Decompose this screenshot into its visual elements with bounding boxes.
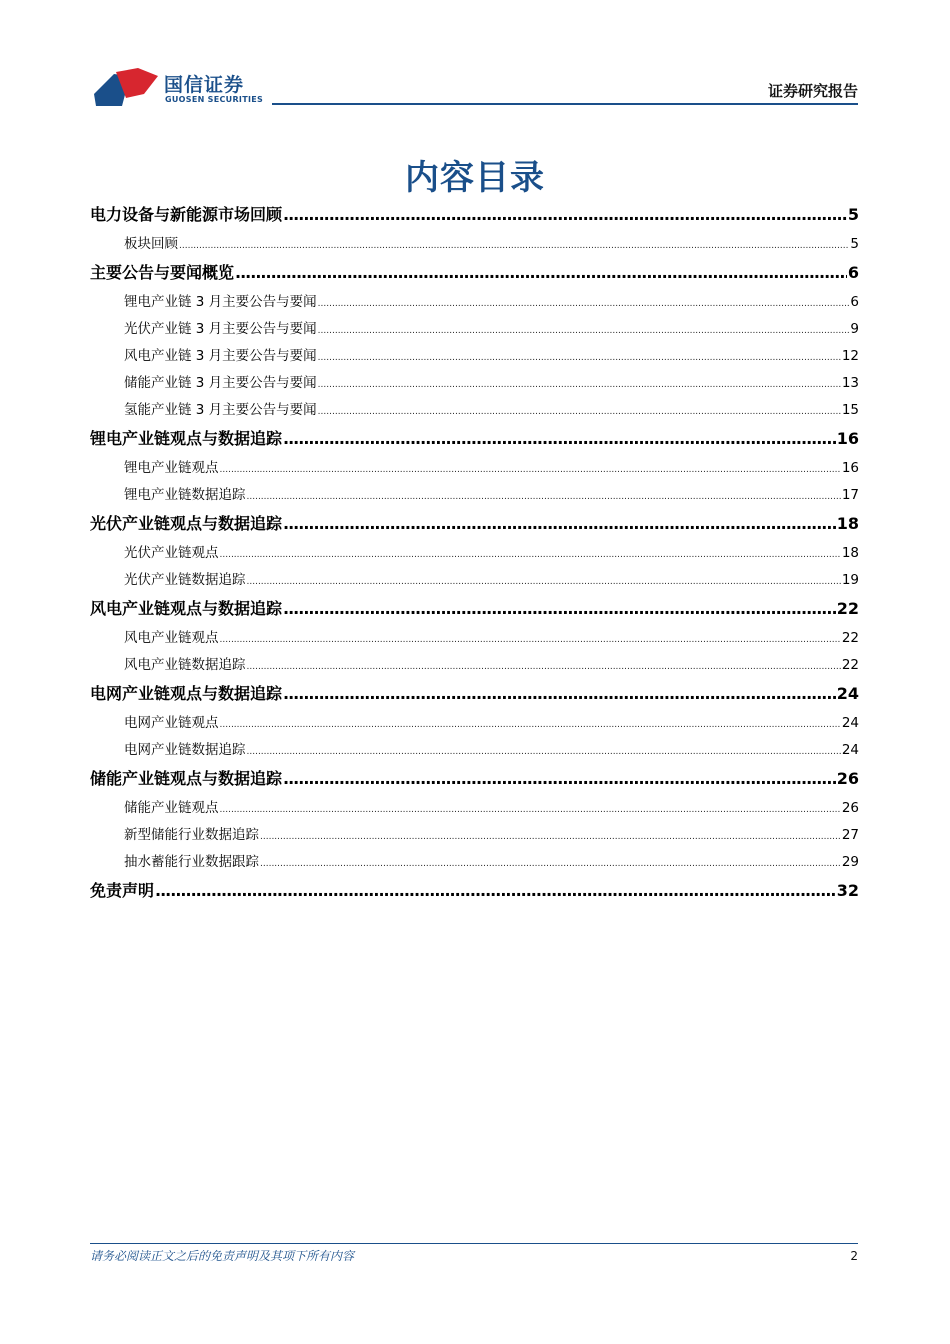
toc-leader-dots xyxy=(179,241,849,251)
toc-entry-page: 17 xyxy=(841,487,859,503)
toc-entry-page: 22 xyxy=(841,657,859,673)
company-logo xyxy=(92,66,262,110)
toc-entry-page: 18 xyxy=(841,545,859,561)
toc-leader-dots xyxy=(260,859,841,869)
toc-entry-label: 电网产业链观点 xyxy=(124,715,219,731)
toc-entry-label: 免责声明 xyxy=(90,881,155,900)
toc-entry-page: 9 xyxy=(850,321,859,337)
toc-section-entry[interactable] xyxy=(90,198,859,229)
toc-entry-label: 电网产业链观点与数据追踪 xyxy=(90,684,283,703)
toc-entry-label: 储能产业链观点 xyxy=(124,800,219,816)
toc-entry-page: 13 xyxy=(841,375,859,391)
toc-entry-page: 18 xyxy=(836,514,859,533)
toc-subsection-entry[interactable] xyxy=(90,735,859,762)
page-number: 2 xyxy=(850,1249,858,1263)
toc-leader-dots xyxy=(220,550,841,560)
toc-leader-dots xyxy=(247,662,841,672)
toc-section-entry[interactable] xyxy=(90,507,859,538)
toc-leader-dots xyxy=(283,205,847,224)
toc-section-entry[interactable] xyxy=(90,677,859,708)
toc-entry-page: 24 xyxy=(841,715,859,731)
toc-section-entry[interactable] xyxy=(90,422,859,453)
toc-leader-dots xyxy=(220,805,841,815)
toc-entry-page: 22 xyxy=(841,630,859,646)
toc-subsection-entry[interactable] xyxy=(90,229,859,256)
toc-leader-dots xyxy=(247,747,841,757)
toc-subsection-entry[interactable] xyxy=(90,341,859,368)
toc-entry-label: 储能产业链 3 月主要公告与要闻 xyxy=(124,375,317,391)
toc-entry-page: 5 xyxy=(847,205,859,224)
toc-leader-dots xyxy=(235,263,847,282)
toc-entry-label: 风电产业链观点 xyxy=(124,630,219,646)
toc-entry-page: 16 xyxy=(836,429,859,448)
toc-leader-dots xyxy=(283,684,836,703)
toc-entry-page: 12 xyxy=(841,348,859,364)
toc-entry-label: 光伏产业链数据追踪 xyxy=(124,572,246,588)
toc-leader-dots xyxy=(260,832,841,842)
toc-entry-label: 电力设备与新能源市场回顾 xyxy=(90,205,283,224)
toc-entry-page: 5 xyxy=(850,236,859,252)
toc-subsection-entry[interactable] xyxy=(90,623,859,650)
toc-leader-dots xyxy=(220,720,841,730)
toc-entry-page: 24 xyxy=(836,684,859,703)
report-type-label: 证券研究报告 xyxy=(767,82,858,100)
table-of-contents xyxy=(90,198,859,905)
toc-subsection-entry[interactable] xyxy=(90,847,859,874)
toc-entry-label: 光伏产业链观点 xyxy=(124,545,219,561)
toc-leader-dots xyxy=(247,492,841,502)
toc-leader-dots xyxy=(318,299,850,309)
toc-entry-label: 板块回顾 xyxy=(124,236,178,252)
toc-entry-page: 22 xyxy=(836,599,859,618)
toc-leader-dots xyxy=(283,599,836,618)
toc-leader-dots xyxy=(283,769,836,788)
toc-entry-page: 29 xyxy=(841,854,859,870)
toc-subsection-entry[interactable] xyxy=(90,820,859,847)
toc-subsection-entry[interactable] xyxy=(90,368,859,395)
toc-leader-dots xyxy=(247,577,841,587)
toc-entry-label: 锂电产业链观点 xyxy=(124,460,219,476)
toc-leader-dots xyxy=(283,514,836,533)
toc-entry-page: 32 xyxy=(836,881,859,900)
toc-subsection-entry[interactable] xyxy=(90,538,859,565)
toc-leader-dots xyxy=(318,353,841,363)
toc-subsection-entry[interactable] xyxy=(90,708,859,735)
toc-entry-page: 16 xyxy=(841,460,859,476)
toc-leader-dots xyxy=(283,429,836,448)
toc-section-entry[interactable] xyxy=(90,874,859,905)
toc-entry-label: 新型储能行业数据追踪 xyxy=(124,827,259,843)
toc-leader-dots xyxy=(318,326,850,336)
toc-subsection-entry[interactable] xyxy=(90,395,859,422)
toc-entry-page: 19 xyxy=(841,572,859,588)
toc-subsection-entry[interactable] xyxy=(90,565,859,592)
toc-entry-label: 风电产业链数据追踪 xyxy=(124,657,246,673)
toc-subsection-entry[interactable] xyxy=(90,287,859,314)
guosen-logo-icon xyxy=(92,66,158,110)
toc-leader-dots xyxy=(155,881,836,900)
toc-subsection-entry[interactable] xyxy=(90,314,859,341)
toc-subsection-entry[interactable] xyxy=(90,650,859,677)
toc-leader-dots xyxy=(318,380,841,390)
footer-disclaimer: 请务必阅读正文之后的免责声明及其项下所有内容 xyxy=(90,1249,355,1263)
toc-section-entry[interactable] xyxy=(90,762,859,793)
toc-entry-page: 24 xyxy=(841,742,859,758)
footer-divider xyxy=(90,1243,858,1244)
toc-subsection-entry[interactable] xyxy=(90,480,859,507)
toc-entry-page: 15 xyxy=(841,402,859,418)
toc-subsection-entry[interactable] xyxy=(90,793,859,820)
toc-entry-label: 抽水蓄能行业数据跟踪 xyxy=(124,854,259,870)
toc-entry-page: 26 xyxy=(841,800,859,816)
toc-entry-label: 锂电产业链 3 月主要公告与要闻 xyxy=(124,294,317,310)
toc-section-entry[interactable] xyxy=(90,592,859,623)
logo-english-name: GUOSEN SECURITIES xyxy=(165,95,264,104)
toc-entry-label: 锂电产业链数据追踪 xyxy=(124,487,246,503)
toc-entry-page: 6 xyxy=(847,263,859,282)
toc-entry-label: 主要公告与要闻概览 xyxy=(90,263,235,282)
toc-entry-label: 氢能产业链 3 月主要公告与要闻 xyxy=(124,402,317,418)
toc-entry-label: 光伏产业链 3 月主要公告与要闻 xyxy=(124,321,317,337)
toc-leader-dots xyxy=(220,465,841,475)
toc-entry-page: 26 xyxy=(836,769,859,788)
header-divider xyxy=(272,103,858,105)
toc-entry-label: 光伏产业链观点与数据追踪 xyxy=(90,514,283,533)
toc-section-entry[interactable] xyxy=(90,256,859,287)
toc-entry-label: 风电产业链 3 月主要公告与要闻 xyxy=(124,348,317,364)
toc-leader-dots xyxy=(220,635,841,645)
toc-entry-label: 储能产业链观点与数据追踪 xyxy=(90,769,283,788)
toc-entry-page: 6 xyxy=(850,294,859,310)
toc-entry-label: 风电产业链观点与数据追踪 xyxy=(90,599,283,618)
logo-chinese-name: 国信证券 xyxy=(164,74,245,96)
toc-title: 内容目录 xyxy=(405,158,545,198)
toc-leader-dots xyxy=(318,407,841,417)
toc-entry-label: 锂电产业链观点与数据追踪 xyxy=(90,429,283,448)
toc-subsection-entry[interactable] xyxy=(90,453,859,480)
toc-entry-label: 电网产业链数据追踪 xyxy=(124,742,246,758)
toc-entry-page: 27 xyxy=(841,827,859,843)
